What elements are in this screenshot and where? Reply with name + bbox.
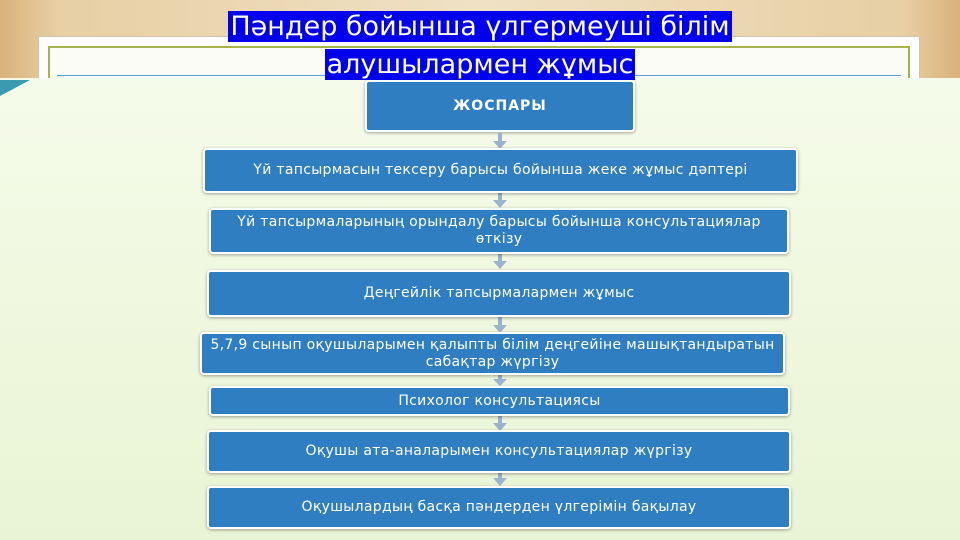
flowchart-step-box: Деңгейлік тапсырмалармен жұмыс (207, 270, 791, 317)
flowchart-step-box: Оқушылардың басқа пәндерден үлгерімін бақылау (207, 486, 791, 529)
flowchart-step-box: Үй тапсырмаларының орындалу барысы бойынша консультациялар өткізу (209, 208, 789, 254)
slide-title (0, 8, 960, 84)
flowchart-step-box: 5,7,9 сынып оқушыларымен қалыпты білім деңгейіне машықтандыратын сабақтар жүргізу (200, 332, 785, 375)
arrow-down-icon (493, 253, 507, 269)
slide-title-line1: Пәндер бойынша үлгермеуші білім (230, 11, 730, 42)
flowchart-step-box: Үй тапсырмасын тексеру барысы бойынша жеке жұмыс дәптері (203, 148, 798, 193)
flowchart-header-box: ЖОСПАРЫ (365, 80, 635, 132)
slide-title-line2: алушылармен жұмыс (326, 49, 634, 80)
flowchart-step-box: Оқушы ата-аналарымен консультациялар жүргізу (207, 430, 791, 473)
arrow-down-icon (493, 192, 507, 208)
flowchart-step-box: Психолог консультациясы (209, 386, 790, 416)
arrow-down-icon (493, 415, 507, 431)
arrow-down-icon (493, 317, 507, 333)
arrow-down-icon (493, 133, 507, 149)
